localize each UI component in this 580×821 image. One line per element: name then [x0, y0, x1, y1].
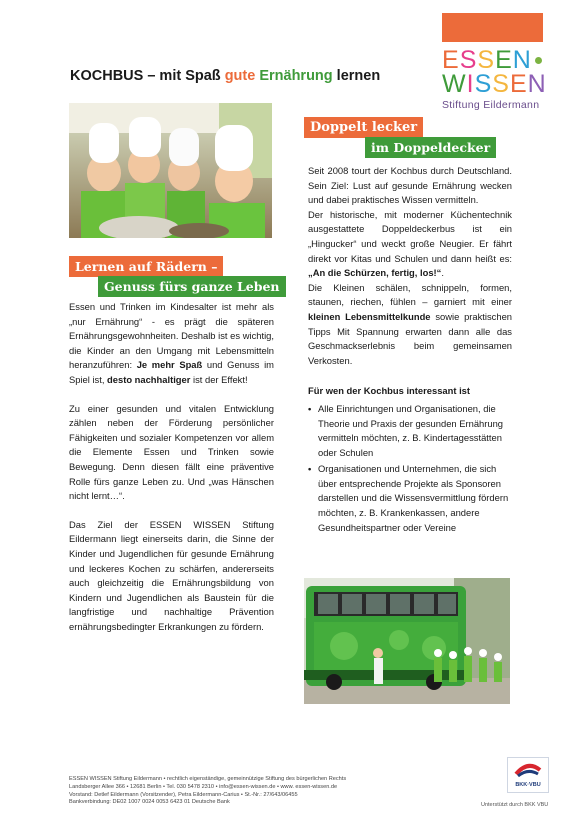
footer-line: ESSEN WISSEN Stiftung Eildermann • rechtlich eigenständige, gemeinnützige Stiftung des bürgerlichen Rechts	[69, 776, 347, 782]
bkk-vbu-logo	[507, 757, 549, 793]
target-group-list	[308, 402, 512, 535]
supported-by-text: Unterstützt durch BKK VBU	[481, 802, 549, 808]
title-text-end: lernen	[332, 68, 381, 84]
left-column-text	[69, 300, 274, 648]
right-column-text	[308, 164, 512, 537]
list-item	[308, 402, 512, 460]
logo-letter: E	[442, 46, 460, 74]
text-run: und Genuss im Spiel ist,	[69, 359, 274, 385]
logo-letter: N	[512, 46, 532, 74]
logo-letter: E	[495, 46, 513, 74]
tag-doppelt-lecker: Doppelt lecker	[304, 117, 423, 138]
footer-imprint	[69, 776, 389, 807]
logo-letter: N	[527, 70, 547, 98]
logo-letter: S	[477, 46, 496, 74]
footer-line: Vorstand: Detlef Eildermann (Vorsitzender), Petra Eildermann-Carius • St.-Nr.: 27/643/06455	[69, 791, 298, 798]
logo-word-wissen	[442, 72, 547, 97]
bkk-label: BKK·VBU	[515, 782, 541, 788]
list-item-text: Organisationen und Unternehmen, die sich über entsprechende Projekte als Sponsoren darstellen und die Wissensvermittlung fördern möchten, z. B. Krankenkassen, andere Gesundheitspartner oder Vereine	[318, 463, 509, 533]
text-run: sowie praktischen Tipps Mit Spannung erwarten dann alle das Geschmackserlebnis beim gemeinsamen Verkosten.	[308, 310, 513, 366]
left-paragraph-3: Das Ziel der ESSEN WISSEN Stiftung Eildermann liegt einerseits darin, die Sinne der Kinder und Jugendlichen für gesunde Ernährung und leckeres Kochen zu schärfen, andererseits auch gleichzeitig die Ernährungsbildung von Kindern und Jugendlichen als Baustein für die langfristige und nachhaltige Prävention ernährungsbedingter Erkrankungen zu fördern.	[69, 518, 274, 632]
subheading-fuer-wen: Für wen der Kochbus interessant ist	[308, 385, 471, 397]
title-text: KOCHBUS – mit Spaß	[70, 68, 225, 84]
footer-line: Landsberger Allee 366 • 12681 Berlin • Tel. 030 5478 2310 • info@essen-wissen.de • www. essen-wissen.de	[69, 783, 338, 790]
bold-run: „An die Schürzen, fertig, los!“	[308, 267, 442, 279]
logo-dot	[535, 57, 542, 64]
logo-letter: W	[442, 70, 467, 98]
list-item-text: Alle Einrichtungen und Organisationen, die Theorie und Praxis der gesunden Ernährung vermitteln möchten, z. B. Kindertagesstätten oder Schulen	[318, 402, 504, 458]
tag-lernen-auf-raedern: Lernen auf Rädern –	[69, 256, 223, 277]
right-paragraph-1: Seit 2008 tourt der Kochbus durch Deutschland. Sein Ziel: Lust auf gesunde Ernährung wecken und dabei praktisches Wissen vermitteln.	[308, 165, 512, 206]
tag-im-doppeldecker: im Doppeldecker	[365, 137, 496, 158]
photo-children-chef-hats	[69, 103, 272, 238]
text-run: Der historische, mit moderner Küchentechnik ausgestattete Doppeldeckerbus ist ein „Hingucker“ und weckt große Neugier. Er fährt direkt vor Kitas und Schulen und dann heißt es:	[308, 208, 512, 264]
page-title	[70, 68, 380, 84]
title-highlight-ernaehrung: Ernährung	[259, 68, 333, 84]
list-item	[308, 462, 512, 535]
title-highlight-gute: gute	[224, 68, 256, 84]
bullet-icon: •	[308, 463, 312, 475]
logo-letter: S	[459, 46, 478, 74]
logo-letter: S	[474, 70, 493, 98]
bold-run: kleinen Lebensmittelkunde	[308, 310, 431, 322]
photo-green-doubledecker-bus	[304, 578, 510, 704]
logo-letter: E	[509, 70, 528, 98]
right-paragraph-2	[308, 208, 512, 281]
text-run: ist der Effekt!	[190, 373, 248, 385]
left-paragraph-2: Zu einer gesunden und vitalen Entwicklung zählen neben der Förderung persönlicher Fähigkeiten und sozialer Kompetenzen vor allem die Elemente Essen und Trinken sowie Bewegung. Denn diesen fällt eine präventive Rolle fürs ganze Leben zu. Und „was Hänschen nicht lernt…“.	[69, 402, 274, 502]
text-run: .	[441, 267, 444, 279]
logo-letter: I	[466, 70, 475, 98]
bold-run: desto nachhaltiger	[107, 373, 191, 385]
logo-letter: S	[492, 70, 510, 98]
tag-genuss-fuers-leben: Genuss fürs ganze Leben	[98, 276, 286, 297]
bold-run: Je mehr Spaß	[136, 359, 203, 371]
logo-subtitle: Stiftung Eildermann	[442, 99, 540, 111]
text-run: Essen und Trinken im Kindesalter ist mehr als „nur Ernährung“ - es prägt die späteren Ernährungsgewohnheiten. Deshalb ist es wichtig, die Kinder an den Umgang mit Lebensmitteln heranzuführen:	[69, 301, 274, 371]
left-paragraph-1	[69, 300, 274, 388]
children-photo-illustration	[69, 103, 272, 238]
bullet-icon: •	[308, 402, 312, 414]
right-paragraph-3	[308, 281, 512, 369]
essen-wissen-logo	[438, 48, 548, 118]
orange-accent-bar	[442, 13, 543, 42]
footer-line: Bankverbindung: DE02 1007 0024 0053 6423 01 Deutsche Bank	[69, 799, 230, 806]
bkk-wave-icon	[508, 758, 548, 780]
text-run: Die Kleinen schälen, schnippeln, formen, staunen, riechen, fühlen – garniert mit einer	[308, 281, 512, 308]
bus-photo-illustration	[304, 578, 510, 704]
